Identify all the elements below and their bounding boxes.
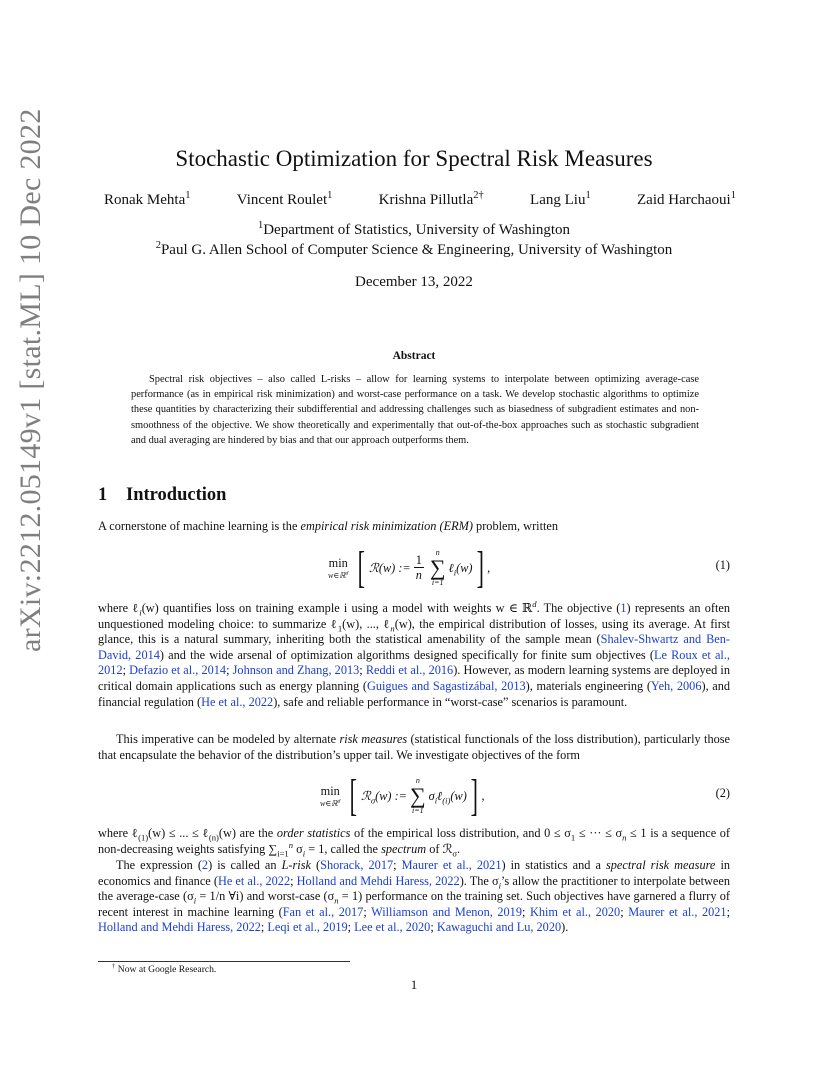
author: Ronak Mehta$^1$ bbox=[104, 190, 191, 208]
equation-ref[interactable]: 1 bbox=[620, 601, 627, 615]
paper-title: Stochastic Optimization for Spectral Risk Measures bbox=[175, 146, 653, 171]
abstract-heading: Abstract bbox=[392, 350, 436, 362]
paragraph: where ℓ$_i$(w) quantifies loss on training example i using a model with weights w ∈ ℝ$^d$. The objective (1) represents an often unquestioned modeling choice: to summarize ℓ$_1$(w), ..., ℓ$_n$(w), the empirical distribution of losses, using its average. At first glance, this is a natural summary, inheriting both the statistical amenability of the sample mean (Shalev-Shwartz and Ben-David, 2014) and the wide arsenal of optimization algorithms designed specifically for finite sum objectives (Le Roux et al., 2012; Defazio et al., 2014; Johnson and Zhang, 2013; Reddi et al., 2016). However, as modern learning systems are deployed in critical domain applications such as energy planning (Guigues and Sagastizábal, 2013), materials engineering (Yeh, 2006), and financial regulation (He et al., 2022), safe and reliable performance in “worst-case” scenarios is paramount. bbox=[98, 598, 731, 709]
citation-link[interactable]: Khim et al., 2020 bbox=[529, 904, 621, 919]
equation-number: (1) bbox=[715, 558, 730, 572]
affiliation: $^2$Paul G. Allen School of Computer Science & Engineering, University of Washington bbox=[155, 240, 673, 258]
arxiv-sidebar-stamp: arXiv:2212.05149v1 [stat.ML] 10 Dec 2022 bbox=[14, 108, 47, 652]
citation-link[interactable]: Shalev-Shwartz and Ben-David, 2014 bbox=[98, 632, 730, 662]
page-number: 1 bbox=[410, 977, 418, 992]
citation-link[interactable]: He et al., 2022 bbox=[217, 873, 291, 888]
paragraph: where ℓ$_{(1)}$(w) ≤ ... ≤ ℓ$_{(n)}$(w) are the order statistics of the empirical loss distribution, and $0 \le \sigma_1$ ≤ ··· ≤ $\sigma_n \le 1$ is a sequence of non-decreasing weights satisfying $\sum_{i=1}^n$ $\sigma_i = 1$, called the spectrum of ℛ$_\sigma$. bbox=[98, 826, 731, 859]
citation-link[interactable]: Le Roux et al., 2012 bbox=[98, 647, 730, 678]
citation-link[interactable]: Kawaguchi and Lu, 2020 bbox=[436, 920, 562, 935]
citation-link[interactable]: Fan et al., 2017 bbox=[282, 904, 364, 919]
eq-min-operator: min w∈ℝ$^d$ bbox=[328, 556, 349, 580]
footnote-rule bbox=[98, 961, 350, 962]
citation-link[interactable]: Defazio et al., 2014 bbox=[129, 663, 227, 678]
author-list bbox=[104, 192, 736, 209]
citation-link[interactable]: Williamson and Menon, 2019 bbox=[371, 904, 522, 919]
citation-link[interactable]: Leqi et al., 2019 bbox=[267, 920, 348, 935]
citation-link[interactable]: Guigues and Sagastizábal, 2013 bbox=[366, 678, 526, 693]
citation-link[interactable]: Reddi et al., 2016 bbox=[365, 663, 454, 678]
affiliation: $^1$Department of Statistics, University of Washington bbox=[257, 220, 571, 238]
footnote: † Now at Google Research. bbox=[112, 962, 217, 975]
abstract-text: Spectral risk objectives – also called L-risks – allow for learning systems to interpolate between optimizing average-case performance (as in empirical risk minimization) and worst-case performance on a task. We develop stochastic algorithms to optimize these quantities by characterizing their subdifferential and addressing challenges such as biasedness of subgradient estimates and non-smoothness of the objective. We show theoretically and experimentally that out-of-the-box approaches such as stochastic subgradient and dual averaging are hindered by bias and that our approach outperforms them. bbox=[131, 374, 699, 446]
citation-link[interactable]: Maurer et al., 2021 bbox=[628, 904, 727, 919]
equation-2: min w∈ℝ$^d$ [ ℛ$_\sigma$(w) := n ∑ i=1 $\sigma_i\ell_{(i)}(w)$ ] , (2) bbox=[320, 771, 730, 820]
equation-number: (2) bbox=[715, 786, 730, 800]
citation-link[interactable]: Johnson and Zhang, 2013 bbox=[232, 663, 360, 678]
equation-ref[interactable]: 2 bbox=[201, 858, 209, 872]
citation-link[interactable]: Shorack, 2017 bbox=[320, 858, 394, 872]
paper-date: December 13, 2022 bbox=[355, 274, 473, 290]
paragraph: A cornerstone of machine learning is the empirical risk minimization (ERM) problem, written bbox=[98, 519, 559, 533]
paragraph: The expression (2) is called an L-risk (Shorack, 2017; Maurer et al., 2021) in statistics and a spectral risk measure in economics and finance (He et al., 2022; Holland and Mehdi Haress, 2022). The $\sigma_i’s$ allow the practitioner to interpolate between the average-case ($\sigma_i = 1/n$ ∀i) and worst-case $(\sigma_n = 1)$ performance on the training set. Such objectives have garnered a flurry of recent interest in machine learning (Fan et al., 2017; Williamson and Menon, 2019; Khim et al., 2020; Maurer et al., 2021; Holland and Mehdi Haress, 2022; Leqi et al., 2019; Lee et al., 2020; Kawaguchi and Lu, 2020). bbox=[98, 858, 731, 935]
citation-link[interactable]: Holland and Mehdi Haress, 2022 bbox=[296, 873, 460, 888]
paragraph: This imperative can be modeled by alternate risk measures (statistical functionals of the loss distribution), particularly those that encapsulate the behavior of the distribution’s upper tail. We investigate objectives of the form bbox=[98, 732, 730, 762]
author: Krishna Pillutla$^{2\dagger}$ bbox=[378, 190, 484, 208]
section-heading: 1 Introduction bbox=[98, 485, 227, 505]
author: Vincent Roulet$^1$ bbox=[236, 190, 333, 208]
citation-link[interactable]: Holland and Mehdi Haress, 2022 bbox=[98, 920, 261, 935]
citation-link[interactable]: Maurer et al., 2021 bbox=[401, 858, 502, 872]
eq-min-operator: min w∈ℝ$^d$ bbox=[320, 784, 341, 808]
equation-1: min w∈ℝ$^d$ [ ℛ(w) := $\frac{1}{n}$ n ∑ i=1 ℓ$_i$(w) ] , (1) bbox=[328, 543, 730, 592]
author: Lang Liu$^1$ bbox=[530, 190, 591, 208]
author: Zaid Harchaoui$^1$ bbox=[637, 190, 736, 208]
citation-link[interactable]: Lee et al., 2020 bbox=[354, 920, 431, 935]
citation-link[interactable]: Yeh, 2006 bbox=[650, 678, 702, 693]
citation-link[interactable]: He et al., 2022 bbox=[201, 694, 274, 709]
